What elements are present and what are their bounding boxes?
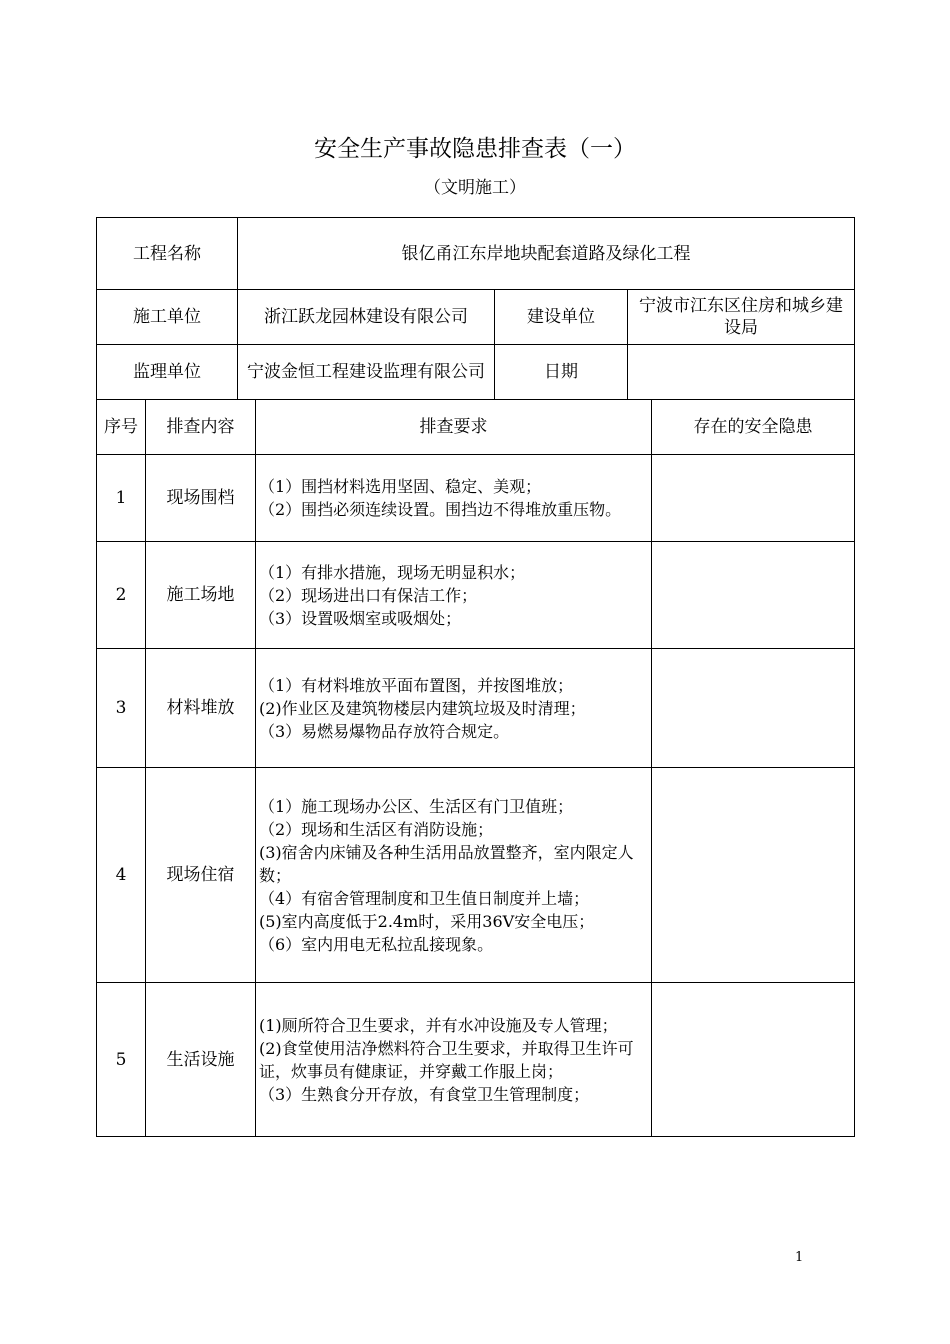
requirement-line: （3）设置吸烟室或吸烟处；	[259, 608, 462, 628]
row-no: 2	[115, 585, 127, 605]
row-item: 材料堆放	[166, 698, 235, 718]
requirement-line: （2）现场进出口有保洁工作；	[259, 585, 478, 605]
requirement-line: （1）有材料堆放平面布置图，并按图堆放；	[259, 675, 574, 695]
row-item: 现场围档	[166, 488, 235, 508]
row-requirements	[256, 649, 651, 767]
row-requirements	[256, 983, 651, 1136]
supervisor-value: 宁波金恒工程建设监理有限公司	[247, 362, 485, 382]
row-hazard	[652, 649, 854, 767]
row-item: 现场住宿	[166, 865, 235, 885]
document-subtitle: （文明施工）	[424, 178, 526, 198]
requirement-line: （3）生熟食分开存放，有食堂卫生管理制度；	[259, 1084, 590, 1104]
requirement-line: (1)厕所符合卫生要求，并有水冲设施及专人管理；	[259, 1015, 618, 1035]
row-hazard	[652, 983, 854, 1136]
row-item: 施工场地	[166, 585, 235, 605]
requirement-line: （2）现场和生活区有消防设施；	[259, 819, 494, 839]
project-name-label: 工程名称	[133, 243, 201, 264]
date-value	[628, 345, 854, 399]
row-requirements	[256, 455, 651, 541]
col-header-requirement: 排查要求	[419, 417, 488, 437]
row-item: 生活设施	[166, 1049, 235, 1070]
requirement-line: （2）围挡必须连续设置。围挡边不得堆放重压物。	[259, 500, 622, 519]
row-no: 5	[115, 1049, 127, 1070]
row-hazard	[652, 542, 854, 648]
owner-label: 建设单位	[527, 307, 595, 327]
requirement-line: (2)作业区及建筑物楼层内建筑垃圾及时清理；	[259, 698, 586, 718]
requirement-line: （6）室内用电无私拉乱接现象。	[259, 934, 494, 954]
col-header-item: 排查内容	[166, 417, 235, 437]
requirement-line: （3）易燃易爆物品存放符合规定。	[259, 721, 510, 741]
date-label: 日期	[544, 362, 578, 382]
contractor-label: 施工单位	[133, 307, 201, 327]
supervisor-label: 监理单位	[133, 362, 201, 382]
row-no: 3	[115, 698, 127, 718]
row-no: 1	[115, 488, 127, 508]
row-no: 4	[115, 865, 127, 885]
requirement-line: （1）有排水措施，现场无明显积水；	[259, 562, 526, 582]
col-header-no: 序号	[104, 417, 138, 437]
requirement-line: （1）施工现场办公区、生活区有门卫值班；	[259, 796, 574, 816]
requirement-line: （4）有宿舍管理制度和卫生值日制度并上墙；	[259, 888, 590, 908]
page-number: 1	[795, 1250, 804, 1265]
requirement-line: (5)室内高度低于2.4m时，采用36V安全电压；	[259, 911, 595, 931]
contractor-value: 浙江跃龙园林建设有限公司	[264, 307, 468, 327]
owner-value: 宁波市江东区住房和城乡建设局	[639, 296, 843, 338]
document-title: 安全生产事故隐患排查表（一）	[314, 136, 636, 162]
row-requirements	[256, 542, 651, 648]
col-header-hazard: 存在的安全隐患	[693, 417, 813, 437]
row-requirements	[256, 768, 651, 982]
project-name-value: 银亿甬江东岸地块配套道路及绿化工程	[401, 243, 691, 264]
requirement-line: (2)食堂使用洁净燃料符合卫生要求，并取得卫生许可证，炊事员有健康证，并穿戴工作服上岗；	[259, 1038, 634, 1081]
requirement-line: （1）围挡材料选用坚固、稳定、美观；	[259, 477, 542, 496]
row-hazard	[652, 455, 854, 541]
row-hazard	[652, 768, 854, 982]
requirement-line: (3)宿舍内床铺及各种生活用品放置整齐，室内限定人数；	[259, 842, 634, 885]
